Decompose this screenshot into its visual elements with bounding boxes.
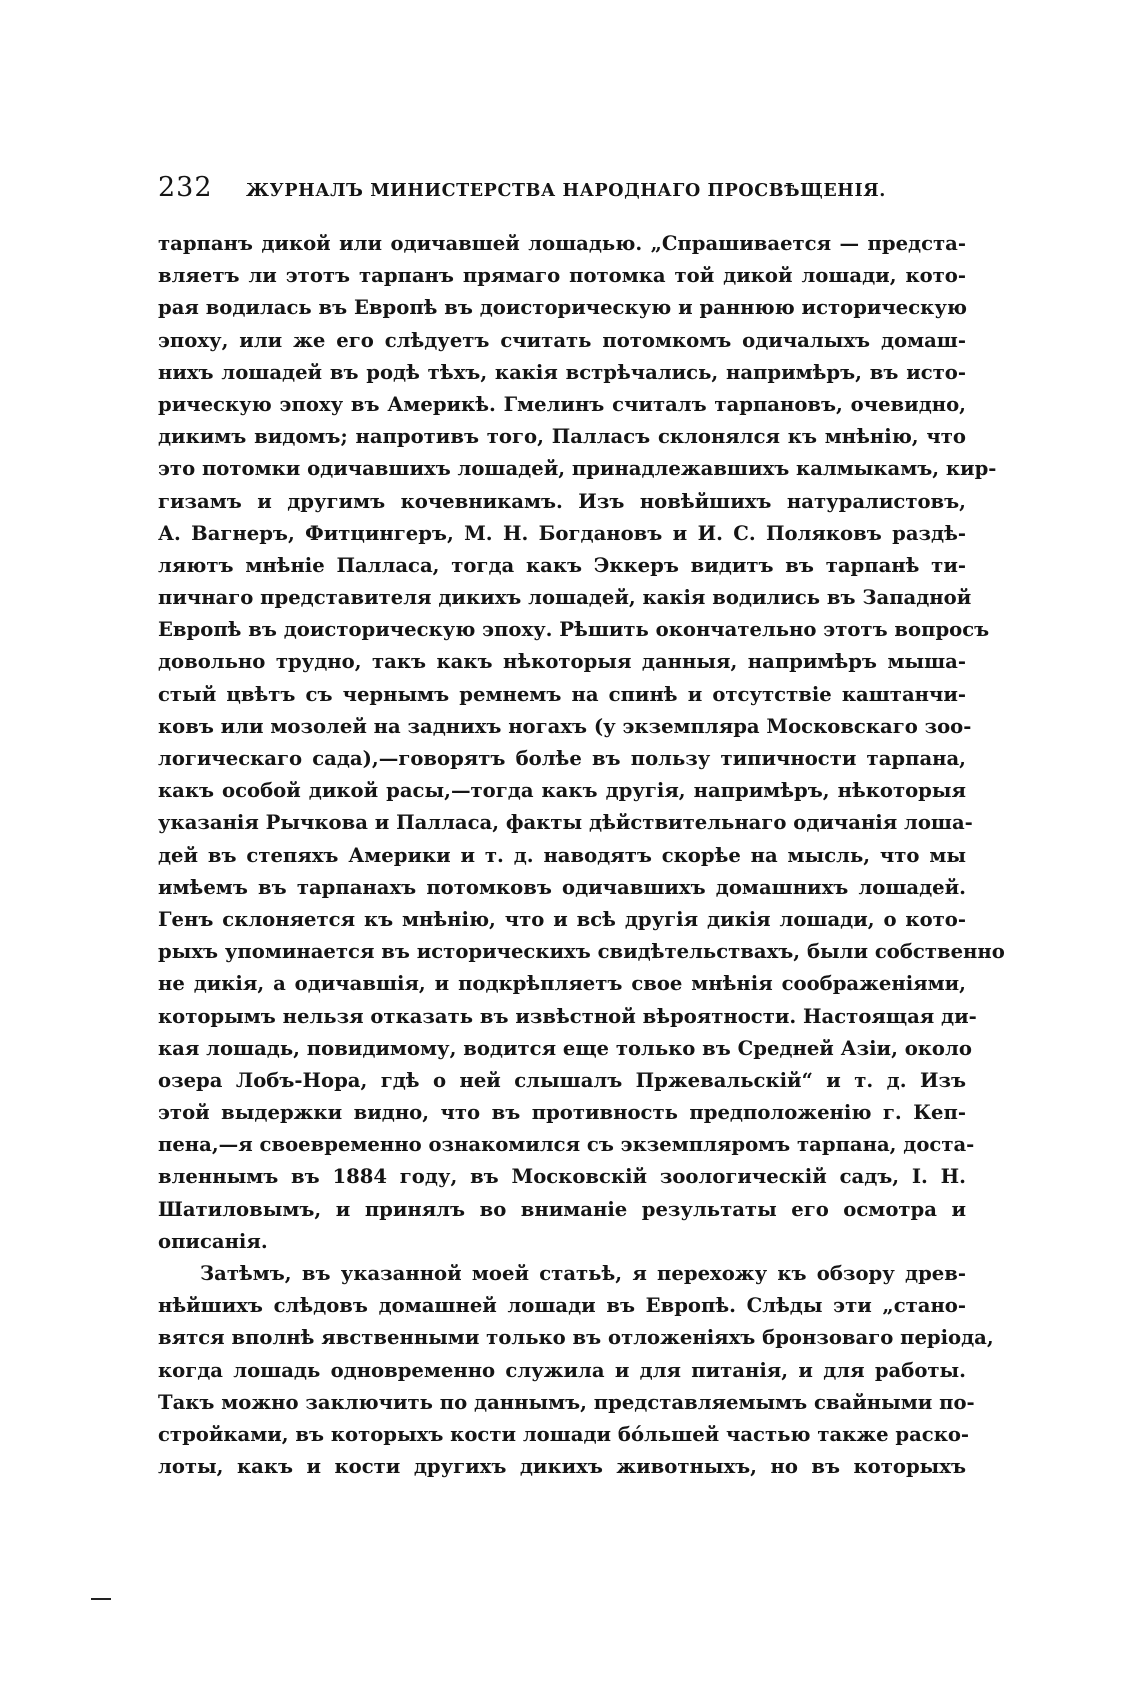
text-line: гизамъ и другимъ кочевникамъ. Изъ новѣйшихъ натуралистовъ,: [158, 489, 966, 513]
text-line: когда лошадь одновременно служила и для питанія, и для работы.: [158, 1358, 966, 1382]
text-line: имѣемъ въ тарпанахъ потомковъ одичавшихъ домашнихъ лошадей.: [158, 875, 966, 899]
page-number: 232: [158, 172, 213, 203]
text-line: какъ особой дикой расы,—тогда какъ другія, напримѣръ, нѣкоторыя: [158, 779, 966, 803]
text-line: А. Вагнеръ, Фитцингеръ, М. Н. Богдановъ и И. С. Поляковъ раздѣ-: [158, 521, 966, 545]
text-line: нихъ лошадей въ родѣ тѣхъ, какія встрѣчались, напримѣръ, въ исто-: [158, 360, 966, 384]
text-line: лоты, какъ и кости другихъ дикихъ животныхъ, но въ которыхъ: [158, 1455, 966, 1479]
text-line: рическую эпоху въ Америкѣ. Гмелинъ считалъ тарпановъ, очевидно,: [158, 392, 966, 416]
paragraph-start-line: Затѣмъ, въ указанной моей статьѣ, я перехожу къ обзору древ-: [200, 1262, 966, 1285]
text-line: нѣйшихъ слѣдовъ домашней лошади въ Европѣ. Слѣды эти „стано-: [158, 1294, 966, 1318]
text-line: рыхъ упоминается въ историческихъ свидѣтельствахъ, были собственно: [158, 940, 1005, 964]
text-line: Европѣ въ доисторическую эпоху. Рѣшить окончательно этотъ вопросъ: [158, 618, 990, 642]
text-line: вятся вполнѣ явственными только въ отложеніяхъ бронзоваго періода,: [158, 1326, 994, 1350]
body-text: [158, 228, 1005, 1483]
text-line: тарпанъ дикой или одичавшей лошадью. „Спрашивается — предста-: [158, 232, 966, 255]
text-line: дей въ степяхъ Америки и т. д. наводятъ скорѣе на мысль, что мы: [158, 843, 966, 867]
text-line: эпоху, или же его слѣдуетъ считать потомкомъ одичалыхъ домаш-: [158, 328, 966, 352]
text-line: Генъ склоняется къ мнѣнію, что и всѣ другія дикія лошади, о кото-: [158, 907, 966, 931]
text-line: пичнаго представителя дикихъ лошадей, какія водились въ Западной: [158, 586, 972, 610]
text-line: логическаго сада),—говорятъ болѣе въ пользу типичности тарпана,: [158, 747, 966, 770]
text-line: этой выдержки видно, что въ противность предположенію г. Кеп-: [158, 1101, 966, 1125]
text-line: дикимъ видомъ; напротивъ того, Палласъ склонялся къ мнѣнію, что: [158, 425, 966, 449]
text-line: это потомки одичавшихъ лошадей, принадлежавшихъ калмыкамъ, кир-: [158, 457, 997, 481]
text-line: озера Лобъ-Нора, гдѣ о ней слышалъ Пржевальскій“ и т. д. Изъ: [158, 1068, 966, 1092]
running-title: ЖУРНАЛЪ МИНИСТЕРСТВА НАРОДНАГО ПРОСВѢЩЕНІЯ.: [246, 181, 886, 201]
text-line: ковъ или мозолей на заднихъ ногахъ (у экземпляра Московскаго зоо-: [158, 714, 972, 738]
page-header: [158, 172, 978, 212]
text-line: не дикія, а одичавшія, и подкрѣпляетъ свое мнѣнія соображеніями,: [158, 972, 966, 996]
text-line: стройками, въ которыхъ кости лошади бóльшей частью также раско-: [158, 1422, 970, 1446]
text-line: вленнымъ въ 1884 году, въ Московскій зоологическій садъ, І. Н.: [158, 1165, 966, 1189]
text-line: пена,—я своевременно ознакомился съ экземпляромъ тарпана, доста-: [158, 1133, 975, 1157]
margin-dash: [91, 1598, 111, 1600]
text-line: вляетъ ли этотъ тарпанъ прямаго потомка той дикой лошади, кото-: [158, 264, 966, 288]
text-line: Шатиловымъ, и принялъ во вниманіе результаты его осмотра и: [158, 1197, 966, 1221]
text-line: Такъ можно заключить по даннымъ, представляемымъ свайными по-: [158, 1390, 975, 1414]
paragraph-end-line: описанія.: [158, 1229, 268, 1253]
text-line: ляютъ мнѣніе Палласа, тогда какъ Эккеръ видитъ въ тарпанѣ ти-: [158, 553, 966, 577]
text-line: которымъ нельзя отказать въ извѣстной вѣроятности. Настоящая ди-: [158, 1004, 977, 1028]
text-line: указанія Рычкова и Палласа, факты дѣйствительнаго одичанія лоша-: [158, 811, 973, 835]
text-line: рая водилась въ Европѣ въ доисторическую и раннюю историческую: [158, 296, 967, 320]
text-line: стый цвѣтъ съ чернымъ ремнемъ на спинѣ и отсутствіе каштанчи-: [158, 682, 966, 706]
text-line: кая лошадь, повидимому, водится еще только въ Средней Азіи, около: [158, 1036, 972, 1060]
text-line: довольно трудно, такъ какъ нѣкоторыя данныя, напримѣръ мыша-: [158, 650, 966, 674]
